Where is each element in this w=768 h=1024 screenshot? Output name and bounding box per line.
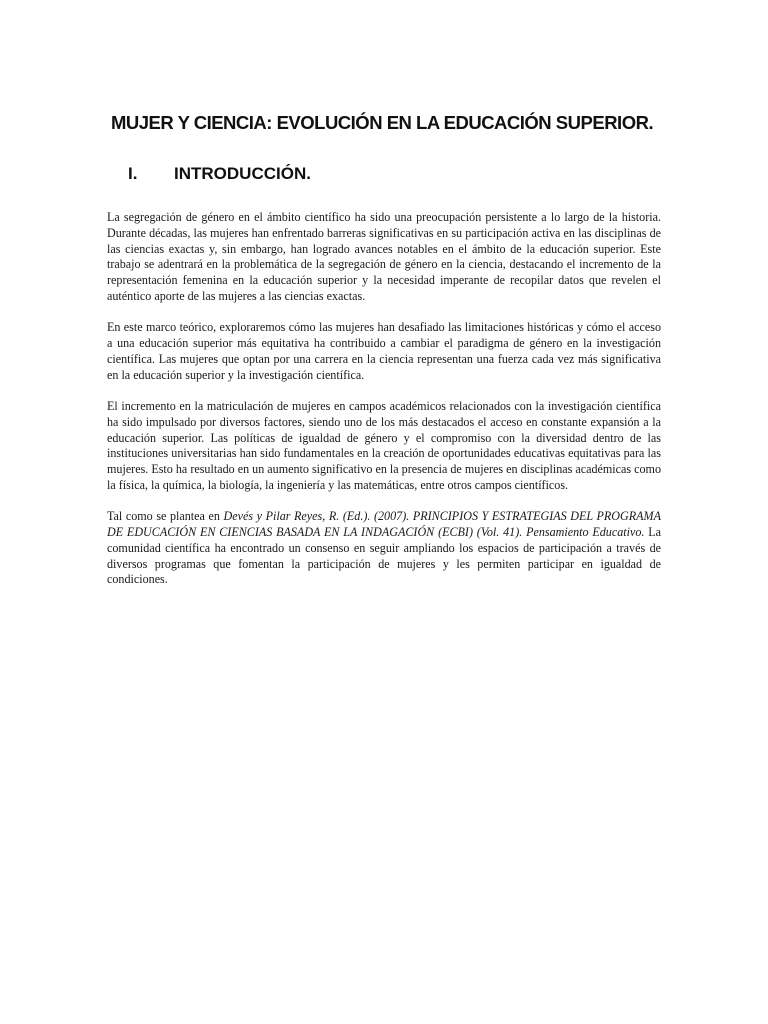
paragraph-4 (107, 509, 661, 588)
section-heading (128, 164, 311, 184)
paragraph-2: En este marco teórico, exploraremos cómo las mujeres han desafiado las limitaciones históricas y cómo el acceso a una educación superior más equitativa ha contribuido a cambiar el paradigma de género en la investigación científica. Las mujeres que optan por una carrera en la ciencia representan una fuerza cada vez más significativa en la educación superior y la investigación científica. (107, 320, 661, 382)
section-title: INTRODUCCIÓN. (174, 164, 311, 183)
citation-intro: Tal como se plantea en (107, 509, 224, 524)
citation-rest: La comunidad científica ha encontrado un consenso en seguir ampliando los espacios de participación a través de diversos programas que fomentan la participación de mujeres y les permiten participar en igualdad de condiciones. (107, 525, 662, 587)
citation-reference: Devés y Pilar Reyes, R. (Ed.). (2007). PRINCIPIOS Y ESTRATEGIAS DEL PROGRAMA DE EDUCACIÓN EN CIENCIAS BASADA EN LA INDAGACIÓN (ECBI) (Vol. 41). Pensamiento Educativo. (107, 509, 661, 540)
body-text (107, 210, 661, 604)
section-number: I. (128, 164, 138, 183)
document-title: MUJER Y CIENCIA: EVOLUCIÓN EN LA EDUCACIÓN SUPERIOR. (111, 112, 654, 133)
paragraph-1: La segregación de género en el ámbito científico ha sido una preocupación persistente a lo largo de la historia. Durante décadas, las mujeres han enfrentado barreras significativas en su participación activa en las disciplinas de las ciencias exactas y, sin embargo, han logrado avances notables en el ámbito de la educación superior. Este trabajo se adentrará en la problemática de la segregación de género en la ciencia, destacando el incremento de la representación femenina en la educación superior y la necesidad imperante de recopilar datos que revelen el auténtico aporte de las mujeres a las ciencias exactas. (107, 210, 661, 303)
paragraph-3: El incremento en la matriculación de mujeres en campos académicos relacionados con la investigación científica ha sido impulsado por diversos factores, siendo uno de los más destacados el acceso en constante expansión a la educación superior. Las políticas de igualdad de género y el compromiso con la diversidad dentro de las instituciones universitarias han sido fundamentales en la creación de oportunidades educativas equitativas para las mujeres. Esto ha resultado en un aumento significativo en la presencia de mujeres en disciplinas académicas como la física, la química, la biología, la ingeniería y las matemáticas, entre otros campos científicos. (107, 398, 661, 492)
